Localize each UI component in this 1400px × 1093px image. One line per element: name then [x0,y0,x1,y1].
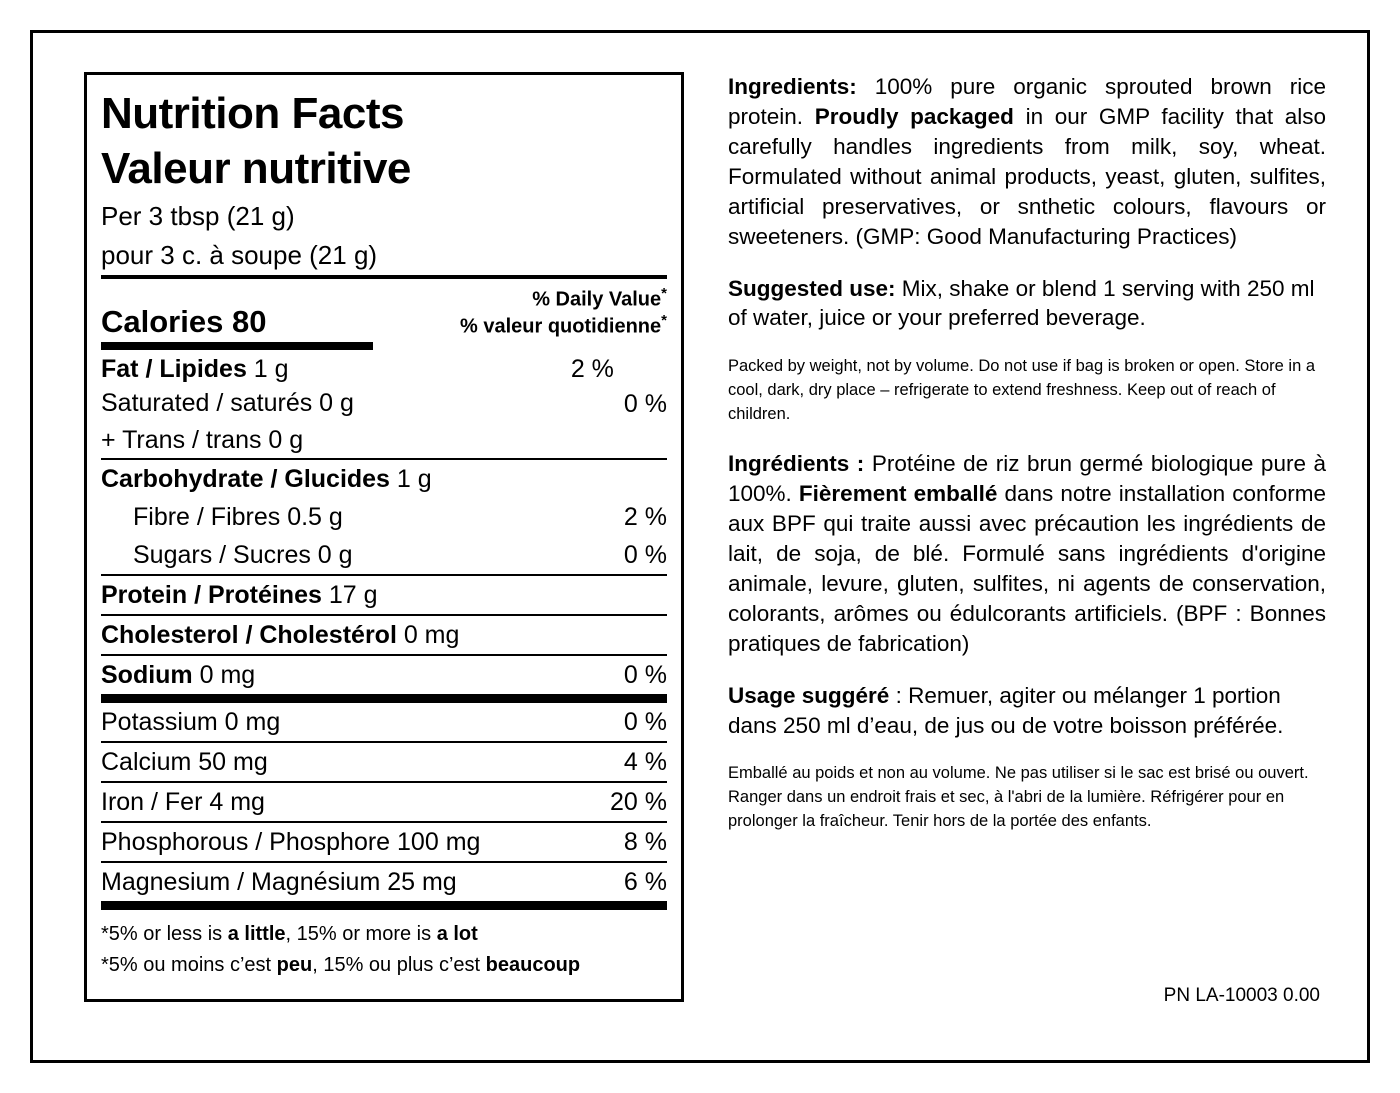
suggested-use-paragraph-fr [728,681,1326,741]
ingredients-label-fr: Ingrédients : [728,451,865,477]
row-phosphorous-label: Phosphorous / Phosphore 100 mg [101,828,481,857]
daily-value-label-en: % Daily Value [532,288,662,311]
row-phosphorous-dv: 8 % [623,828,667,857]
row-protein-amount: 17 g [321,581,378,610]
row-fat [101,350,614,384]
row-magnesium-dv: 6 % [623,868,667,897]
suggested-use-text-en: Mix, shake or blend 1 serving with 250 ml of water, juice or your preferred beverage. [728,275,1315,331]
row-sodium-dv: 0 % [623,661,667,690]
row-magnesium [101,863,667,901]
ingredients-text-fr: Protéine de riz brun germé biologique pure à 100%. [728,451,1327,507]
packaged-label-fr: Fièrement emballé [798,481,998,507]
nutrition-facts-panel [84,72,684,1002]
row-fat-dv: 2 % [570,355,614,384]
storage-note-en: Packed by weight, not by volume. Do not use if bag is broken or open. Store in a cool, dark, dry place – refrigerate to extend freshness. Keep out of reach of children. [728,357,1316,424]
row-phosphorous [101,823,667,861]
packaged-label-en: Proudly packaged [814,103,1014,129]
ingredients-paragraph-en [728,72,1326,252]
row-sodium-label: Sodium [101,661,193,690]
dv-asterisk-fr: * [661,311,667,329]
footnote-en-lot: a lot [436,923,478,946]
nutrition-title-fr: Valeur nutritive [101,144,411,194]
row-carbohydrate [101,460,667,498]
row-potassium-dv: 0 % [623,708,667,737]
row-potassium [101,703,667,741]
row-calcium-dv: 4 % [623,748,667,777]
row-sugars-dv: 0 % [623,541,667,570]
daily-value-label-fr: % valeur quotidienne [460,315,662,338]
suggested-use-label-fr: Usage suggéré [728,682,890,708]
packaged-text-en: in our GMP facility that also carefully handles ingredients from milk, soy, wheat. Formulated without animal products, yeast, gluten, sulfites, artificial preservatives, or snthetic colours, flavours or sweeteners. (GMP: Good Manufacturing Practices) [728,103,1327,249]
label-content [30,30,1370,1063]
daily-value-header [460,285,667,340]
footnote-fr-part2: , 15% ou plus c’est [312,954,486,977]
storage-note-fr: Emballé au poids et non au volume. Ne pas utiliser si le sac est brisé ou ouvert. Ranger dans un endroit frais et sec, à l'abri de la lumière. Réfrigérer pour en prolonger la fraîcheur. Tenir hors de la portée des enfants. [728,764,1309,831]
divider-before-footnote [101,901,667,910]
row-fibre [101,498,667,536]
serving-size-fr: pour 3 c. à soupe (21 g) [101,240,378,271]
row-protein-label: Protein / Protéines [101,581,322,610]
row-potassium-label: Potassium 0 mg [101,708,281,737]
part-number: PN LA-10003 0.00 [1163,985,1320,1006]
suggested-use-label-en: Suggested use: [728,275,896,301]
footnote-fr-beaucoup: beaucoup [485,954,581,977]
ingredients-label-en: Ingredients: [728,74,857,99]
row-carbohydrate-amount: 1 g [389,465,432,494]
row-protein [101,576,667,614]
footnote-fr-peu: peu [276,954,313,977]
row-trans-label: + Trans / trans 0 g [101,426,304,455]
row-fibre-dv: 2 % [623,503,667,532]
suggested-use-text-fr: : Remuer, agiter ou mélanger 1 portion dans 250 ml d’eau, de jus ou de votre boisson préférée. [728,682,1284,738]
row-iron-label: Iron / Fer 4 mg [101,788,265,817]
row-saturated-label: Saturated / saturés 0 g [101,389,354,418]
footnote-fr [101,949,667,980]
footnote-en-part2: , 15% or more is [285,923,437,946]
row-sugars [101,536,667,574]
row-iron-dv: 20 % [610,788,667,817]
row-fat-amount: 1 g [246,355,289,384]
packaged-text-fr: dans notre installation conforme aux BPF qui traite aussi avec précaution les ingrédients de lait, de soja, de blé. Formulé sans ingrédients d'origine animale, levure, gluten, sulfites, ni agents de conservation, colorants, arômes ou édulcorants artificiels. (BPF : Bonnes pratiques de fabrication) [728,481,1327,656]
fat-block [101,350,667,458]
suggested-use-paragraph-en [728,274,1326,334]
row-fat-label: Fat / Lipides [101,355,247,384]
row-fibre-label: Fibre / Fibres 0.5 g [133,503,343,532]
divider-after-sodium [101,694,667,703]
row-calcium [101,743,667,781]
dv-asterisk-en: * [661,285,667,303]
row-magnesium-label: Magnesium / Magnésium 25 mg [101,868,457,897]
divider-under-calories [101,342,373,350]
row-carbohydrate-label: Carbohydrate / Glucides [101,465,390,494]
ingredients-paragraph-fr [728,449,1326,658]
serving-size-en: Per 3 tbsp (21 g) [101,200,295,231]
footnote-fr-part1: *5% ou moins c’est [101,954,277,977]
row-calcium-label: Calcium 50 mg [101,748,268,777]
nutrition-title-en: Nutrition Facts [101,89,404,138]
calories-value: Calories 80 [101,304,267,340]
product-info-column [684,68,1326,1025]
row-cholesterol-label: Cholesterol / Cholestérol [101,621,397,650]
calories-row [101,279,667,342]
row-sodium-amount: 0 mg [192,661,256,690]
row-cholesterol [101,616,667,654]
footnote-en-little: a little [227,923,286,946]
row-sodium [101,656,667,694]
row-cholesterol-amount: 0 mg [396,621,460,650]
footnote-en [101,910,667,949]
row-sugars-label: Sugars / Sucres 0 g [133,541,353,570]
footnote-en-part1: *5% or less is [101,923,228,946]
ingredients-text-en: 100% pure organic sprouted brown rice protein. [728,74,1326,129]
row-iron [101,783,667,821]
row-saturated-trans-dv: 0 % [623,389,667,418]
